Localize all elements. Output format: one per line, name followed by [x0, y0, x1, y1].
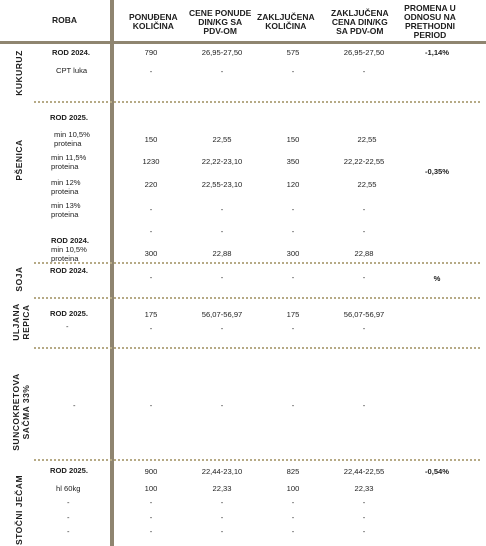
cell-zakljucena: 175	[286, 310, 300, 319]
section-divider	[34, 262, 480, 264]
cell-cene: 22,33	[212, 484, 232, 493]
cell-dash: -	[291, 527, 295, 536]
cell-dash: -	[149, 498, 153, 507]
header-roba: ROBA	[52, 15, 78, 25]
cell-promena: -0,35%	[424, 167, 450, 176]
cell-cene: -	[220, 205, 224, 214]
cell-cene: 22,44-23,10	[201, 467, 243, 476]
cell-dash: -	[362, 324, 366, 333]
cell-zakljucena: -	[291, 227, 295, 236]
section-divider	[34, 459, 480, 461]
cell-zakljucena: 120	[286, 180, 300, 189]
cell-zakljucena: -	[291, 273, 295, 282]
cell-dash: -	[220, 527, 224, 536]
cell-zcena: 22,22-22,55	[343, 157, 385, 166]
cell-dash: -	[291, 498, 295, 507]
cell-zcena: 56,07-56,97	[343, 310, 385, 319]
cell-zcena: 22,55	[357, 180, 377, 189]
cell-cene: 26,95-27,50	[201, 48, 243, 57]
cell-ponudjena: -	[149, 205, 153, 214]
cell-dash: -	[149, 513, 153, 522]
cell-dash: -	[67, 513, 70, 522]
cell-cene: 22,22-23,10	[201, 157, 243, 166]
cell-dash: -	[66, 322, 69, 331]
cell-zcena: 22,44-22,55	[343, 467, 385, 476]
cell-dash: -	[291, 401, 295, 410]
cell-dash: -	[67, 527, 70, 536]
cell-zakljucena: -	[291, 205, 295, 214]
cell-ponudjena: 790	[144, 48, 158, 57]
section-divider	[34, 297, 480, 299]
section-label-psenica: PŠENICA	[14, 139, 24, 181]
cell-promena: -1,14%	[424, 48, 450, 57]
cell-cene: 56,07-56,97	[201, 310, 243, 319]
row-roba: min 11,5% proteina	[51, 153, 87, 171]
row-roba-rod: ROD 2025.	[50, 113, 88, 122]
cell-cene: -	[220, 67, 224, 76]
header-zakljucena: ZAKLJUČENA KOLIČINA	[257, 12, 315, 31]
cell-cene: 22,55-23,10	[201, 180, 243, 189]
cell-cene: 22,88	[212, 249, 232, 258]
cell-ponudjena: 100	[144, 484, 158, 493]
cell-zakljucena: 575	[286, 48, 300, 57]
cell-ponudjena: 175	[144, 310, 158, 319]
row-roba: hl 60kg	[56, 484, 81, 493]
row-roba: ROD 2024. min 10,5% proteina	[51, 236, 89, 263]
cell-ponudjena: -	[149, 227, 153, 236]
cell-dash: -	[220, 513, 224, 522]
cell-ponudjena: 150	[144, 135, 158, 144]
section-label-uljana-repica: ULJANA REPICA	[11, 303, 31, 341]
cell-zcena: 22,88	[354, 249, 374, 258]
cell-zakljucena: 300	[286, 249, 300, 258]
cell-dash: -	[149, 324, 153, 333]
cell-dash: -	[220, 401, 224, 410]
cell-ponudjena: 900	[144, 467, 158, 476]
cell-dash: -	[67, 498, 70, 507]
header-zakljucena-cena: ZAKLJUČENA CENA DIN/KG SA PDV-OM	[331, 8, 389, 36]
row-roba: ROD 2024.	[52, 48, 90, 57]
cell-dash: -	[362, 513, 366, 522]
row-roba: ROD 2025.	[50, 309, 88, 318]
cell-zakljucena: 350	[286, 157, 300, 166]
row-roba: min 10,5% proteina	[54, 130, 90, 148]
cell-zakljucena: -	[291, 67, 295, 76]
cell-zcena: -	[362, 205, 366, 214]
header-divider	[0, 41, 486, 44]
cell-ponudjena: -	[149, 67, 153, 76]
section-label-kukuruz: KUKURUZ	[14, 50, 24, 96]
cell-ponudjena: 1230	[142, 157, 160, 166]
cell-cene: -	[220, 227, 224, 236]
cell-zcena: -	[362, 67, 366, 76]
header-ponudjena: PONUĐENA KOLIČINA	[129, 12, 178, 31]
row-roba: ROD 2024.	[50, 266, 88, 275]
cell-dash: -	[291, 324, 295, 333]
cell-promena: -0,54%	[424, 467, 450, 476]
column-divider	[110, 0, 114, 546]
cell-dash: -	[220, 498, 224, 507]
header-promena: PROMENA U ODNOSU NA PRETHODNI PERIOD	[404, 3, 456, 40]
cell-zakljucena: 100	[286, 484, 300, 493]
cell-ponudjena: 300	[144, 249, 158, 258]
cell-zakljucena: 150	[286, 135, 300, 144]
row-roba: min 13% proteina	[51, 201, 81, 219]
row-roba: CPT luka	[56, 66, 88, 75]
cell-dash: -	[220, 324, 224, 333]
cell-promena: %	[433, 274, 441, 283]
cell-dash: -	[73, 401, 76, 410]
cell-zcena: -	[362, 227, 366, 236]
header-cene-ponude: CENE PONUDE DIN/KG SA PDV-OM	[189, 8, 252, 36]
section-label-stocni-jecam: STOČNI JEČAM	[14, 474, 24, 546]
cell-cene: 22,55	[212, 135, 232, 144]
cell-zakljucena: 825	[286, 467, 300, 476]
section-label-suncokretova-sacma: SUNCOKRETOVA SAČMA 33%	[11, 373, 31, 451]
section-divider	[34, 347, 480, 349]
cell-ponudjena: -	[149, 273, 153, 282]
cell-dash: -	[149, 527, 153, 536]
cell-zcena: 22,55	[357, 135, 377, 144]
cell-dash: -	[362, 498, 366, 507]
cell-dash: -	[362, 527, 366, 536]
cell-dash: -	[362, 401, 366, 410]
cell-zcena: 26,95-27,50	[343, 48, 385, 57]
cell-zcena: 22,33	[354, 484, 374, 493]
section-divider	[34, 101, 480, 103]
cell-ponudjena: 220	[144, 180, 158, 189]
cell-dash: -	[149, 401, 153, 410]
row-roba: min 12% proteina	[51, 178, 81, 196]
cell-cene: -	[220, 273, 224, 282]
row-roba: ROD 2025.	[50, 466, 88, 475]
cell-dash: -	[291, 513, 295, 522]
cell-zcena: -	[362, 273, 366, 282]
section-label-soja: SOJA	[14, 266, 24, 292]
